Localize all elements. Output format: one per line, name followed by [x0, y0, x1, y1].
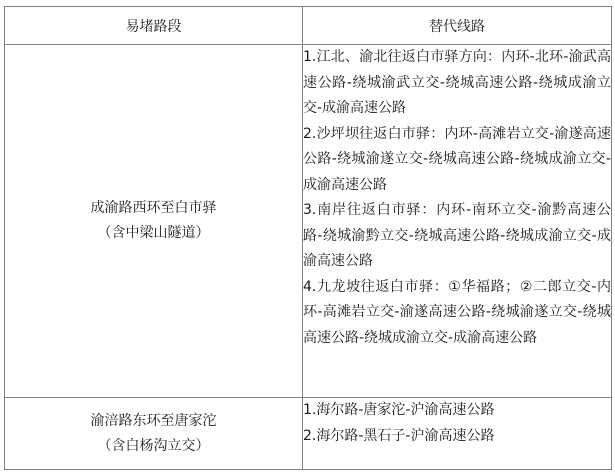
table-row [5, 398, 612, 470]
header-alternative-route: 替代线路 [303, 7, 612, 45]
route-item: 1.海尔路-唐家沱-沪渝高速公路 [303, 402, 495, 418]
section-name: 成渝路西环至白市驿 [90, 200, 217, 216]
table-header-row [5, 7, 612, 45]
alternative-route-cell [303, 45, 612, 398]
route-item: 2.海尔路-黑石子-沪渝高速公路 [303, 427, 495, 444]
section-note: （含白杨沟立交） [97, 437, 210, 454]
route-item: 4.九龙坡往返白市驿：①华福路；②二郎立交-内环-高滩岩立交-渝遂高速公路-绕城渝遂立交-绕城高速公路-绕城成渝立交-成渝高速公路 [303, 278, 611, 346]
alternative-routes-table [4, 6, 612, 470]
alternative-route-cell [303, 398, 612, 470]
section-name: 渝涪路东环至唐家沱 [90, 412, 217, 429]
congested-section-cell [5, 398, 303, 470]
congested-section-cell [5, 45, 303, 398]
section-note: （含中梁山隧道） [97, 225, 210, 241]
route-item: 1.江北、渝北往返白市驿方向：内环-北环-渝武高速公路-绕城渝武立交-绕城高速公路-绕城成渝立交-成渝高速公路 [303, 49, 611, 116]
route-item: 3.南岸往返白市驿：内环-南环立交-渝黔高速公路-绕城渝黔立交-绕城高速公路-绕城成渝立交-成渝高速公路 [303, 202, 611, 269]
table-row [5, 45, 612, 398]
route-item: 2.沙坪坝往返白市驿：内环-高滩岩立交-渝遂高速公路-绕城渝遂立交-绕城高速公路-绕城成渝立交-成渝高速公路 [303, 125, 611, 193]
header-congested-section: 易堵路段 [5, 7, 303, 45]
